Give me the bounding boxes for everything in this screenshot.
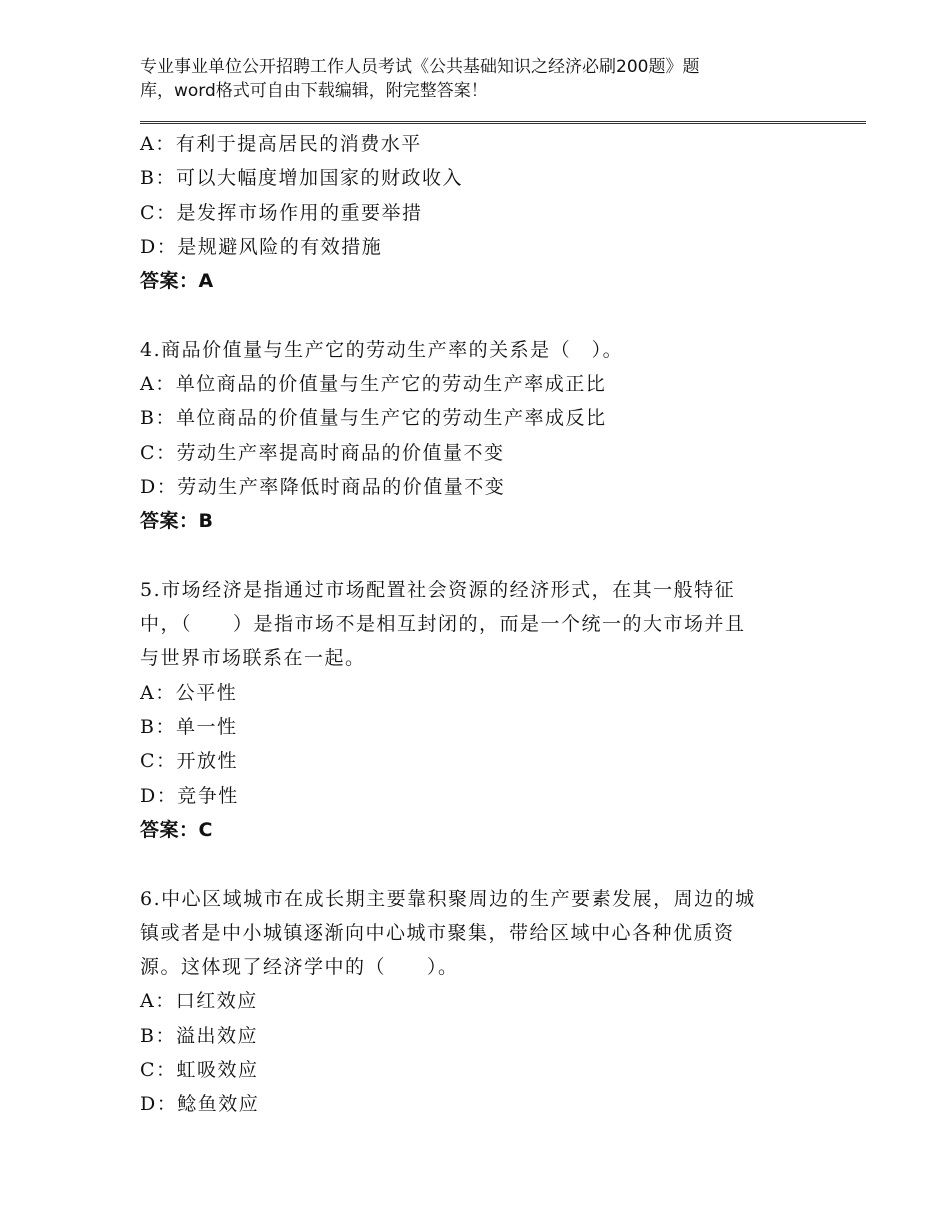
q4-answer: 答案：B [140, 510, 214, 533]
q5-option-c: C：开放性 [140, 750, 239, 773]
document-header [140, 55, 780, 103]
q4-option-a: A：单位商品的价值量与生产它的劳动生产率成正比 [140, 373, 607, 396]
q6-option-d: D：鲶鱼效应 [140, 1093, 260, 1116]
spacer [140, 539, 820, 573]
q6-option-c: C：虹吸效应 [140, 1059, 259, 1082]
q6-stem-line: 6.中心区域城市在成长期主要靠积聚周边的生产要素发展，周边的城 [140, 887, 756, 910]
q4-option-d: D：劳动生产率降低时商品的价值量不变 [140, 475, 506, 498]
q4-option-b: B：单位商品的价值量与生产它的劳动生产率成反比 [140, 407, 607, 430]
q3-option-b: B：可以大幅度增加国家的财政收入 [140, 167, 463, 190]
q6-stem-line: 镇或者是中小城镇逐渐向中心城市聚集，带给区域中心各种优质资 [140, 921, 735, 944]
q5-option-a: A：公平性 [140, 681, 238, 704]
q6-stem-line: 源。这体现了经济学中的（ ）。 [140, 956, 459, 979]
spacer [140, 298, 820, 332]
q6-option-a: A：口红效应 [140, 990, 258, 1013]
q3-option-c: C：是发挥市场作用的重要举措 [140, 201, 423, 224]
q5-option-b: B：单一性 [140, 716, 238, 739]
q4-option-c: C：劳动生产率提高时商品的价值量不变 [140, 441, 505, 464]
q6-option-b: B：溢出效应 [140, 1024, 258, 1047]
header-line-2: 库，word格式可自由下载编辑，附完整答案！ [140, 81, 488, 101]
q3-answer: 答案：A [140, 270, 214, 293]
q4-stem-line: 4.商品价值量与生产它的劳动生产率的关系是（ ）。 [140, 338, 624, 361]
question-5 [140, 573, 820, 847]
question-6 [140, 882, 820, 1122]
q3-option-d: D：是规避风险的有效措施 [140, 235, 383, 258]
q5-stem-line: 5.市场经济是指通过市场配置社会资源的经济形式，在其一般特征 [140, 578, 736, 601]
document-body [140, 127, 820, 1122]
spacer [140, 847, 820, 881]
header-divider [140, 121, 866, 124]
q3-option-a: A：有利于提高居民的消费水平 [140, 133, 422, 155]
header-line-1: 专业事业单位公开招聘工作人员考试《公共基础知识之经济必刷200题》题 [140, 57, 700, 77]
question-3 [140, 127, 820, 298]
question-4 [140, 333, 820, 539]
q5-option-d: D：竞争性 [140, 784, 239, 807]
q5-stem-line: 中，（ ）是指市场不是相互封闭的，而是一个统一的大市场并且 [140, 613, 746, 636]
q5-stem-line: 与世界市场联系在一起。 [140, 647, 366, 670]
q5-answer: 答案：C [140, 818, 213, 841]
